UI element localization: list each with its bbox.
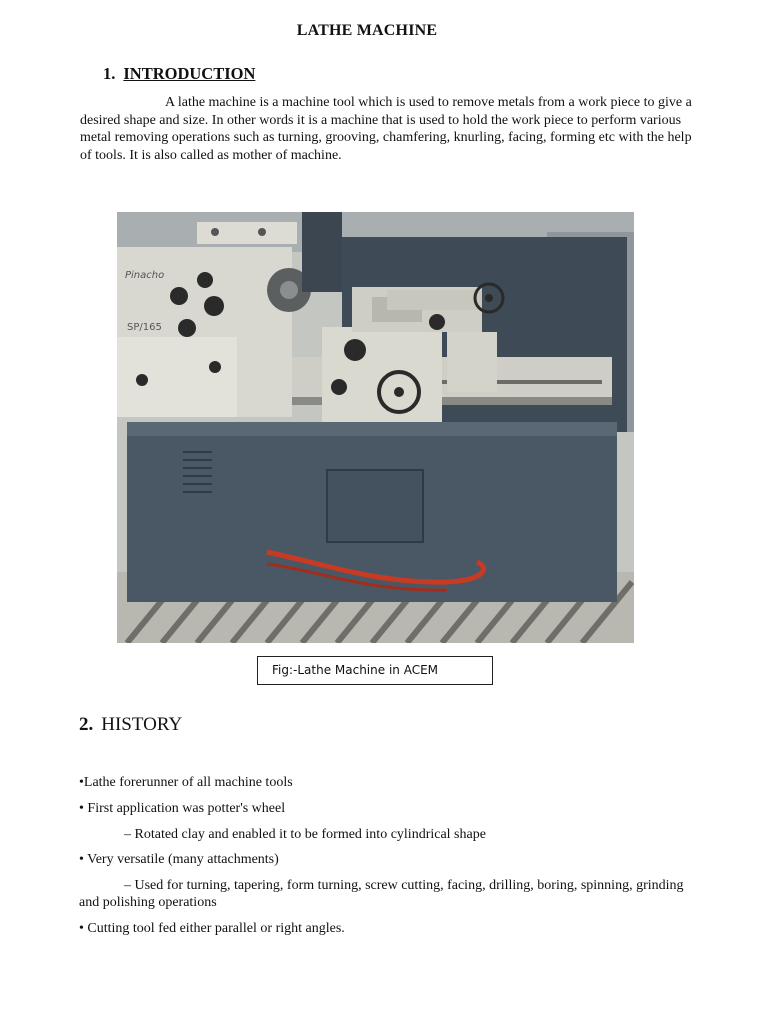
introduction-paragraph (80, 94, 694, 164)
history-item: •Lathe forerunner of all machine tools (79, 775, 293, 790)
lathe-machine-photo (117, 212, 634, 643)
introduction-heading (103, 64, 255, 84)
history-subitem: – Rotated clay and enabled it to be formed into cylindrical shape (124, 827, 486, 842)
tailstock (447, 332, 497, 392)
history-item: • First application was potter's wheel (79, 801, 286, 816)
machine-brand-label: Pinacho (125, 270, 165, 281)
history-item: • Very versatile (many attachments) (79, 852, 279, 867)
machine-model-label: SP/165 (127, 322, 162, 333)
history-heading (79, 714, 182, 736)
introduction-number: 1. (103, 64, 116, 83)
history-subitem: – Used for turning, tapering, form turning, screw cutting, facing, drilling, boring, spinning, grinding and polishing operations (79, 878, 684, 910)
history-heading-text: HISTORY (101, 714, 183, 735)
history-item: • Cutting tool fed either parallel or right angles. (79, 921, 345, 936)
document-title: LATHE MACHINE (296, 22, 438, 39)
history-number: 2. (79, 714, 94, 735)
introduction-heading-text: INTRODUCTION (123, 64, 256, 83)
carriage (322, 327, 442, 422)
figure-caption: Fig:-Lathe Machine in ACEM (257, 656, 493, 685)
introduction-paragraph-text: A lathe machine is a machine tool which is used to remove metals from a work piece to give a desired shape and size. In other words it is a machine that is used to hold the work piece to perform various metal removing operations such as turning, grooving, chamfering, knurling, facing, forming etc with the help of tools. It is also called as mother of machine. (80, 95, 692, 163)
